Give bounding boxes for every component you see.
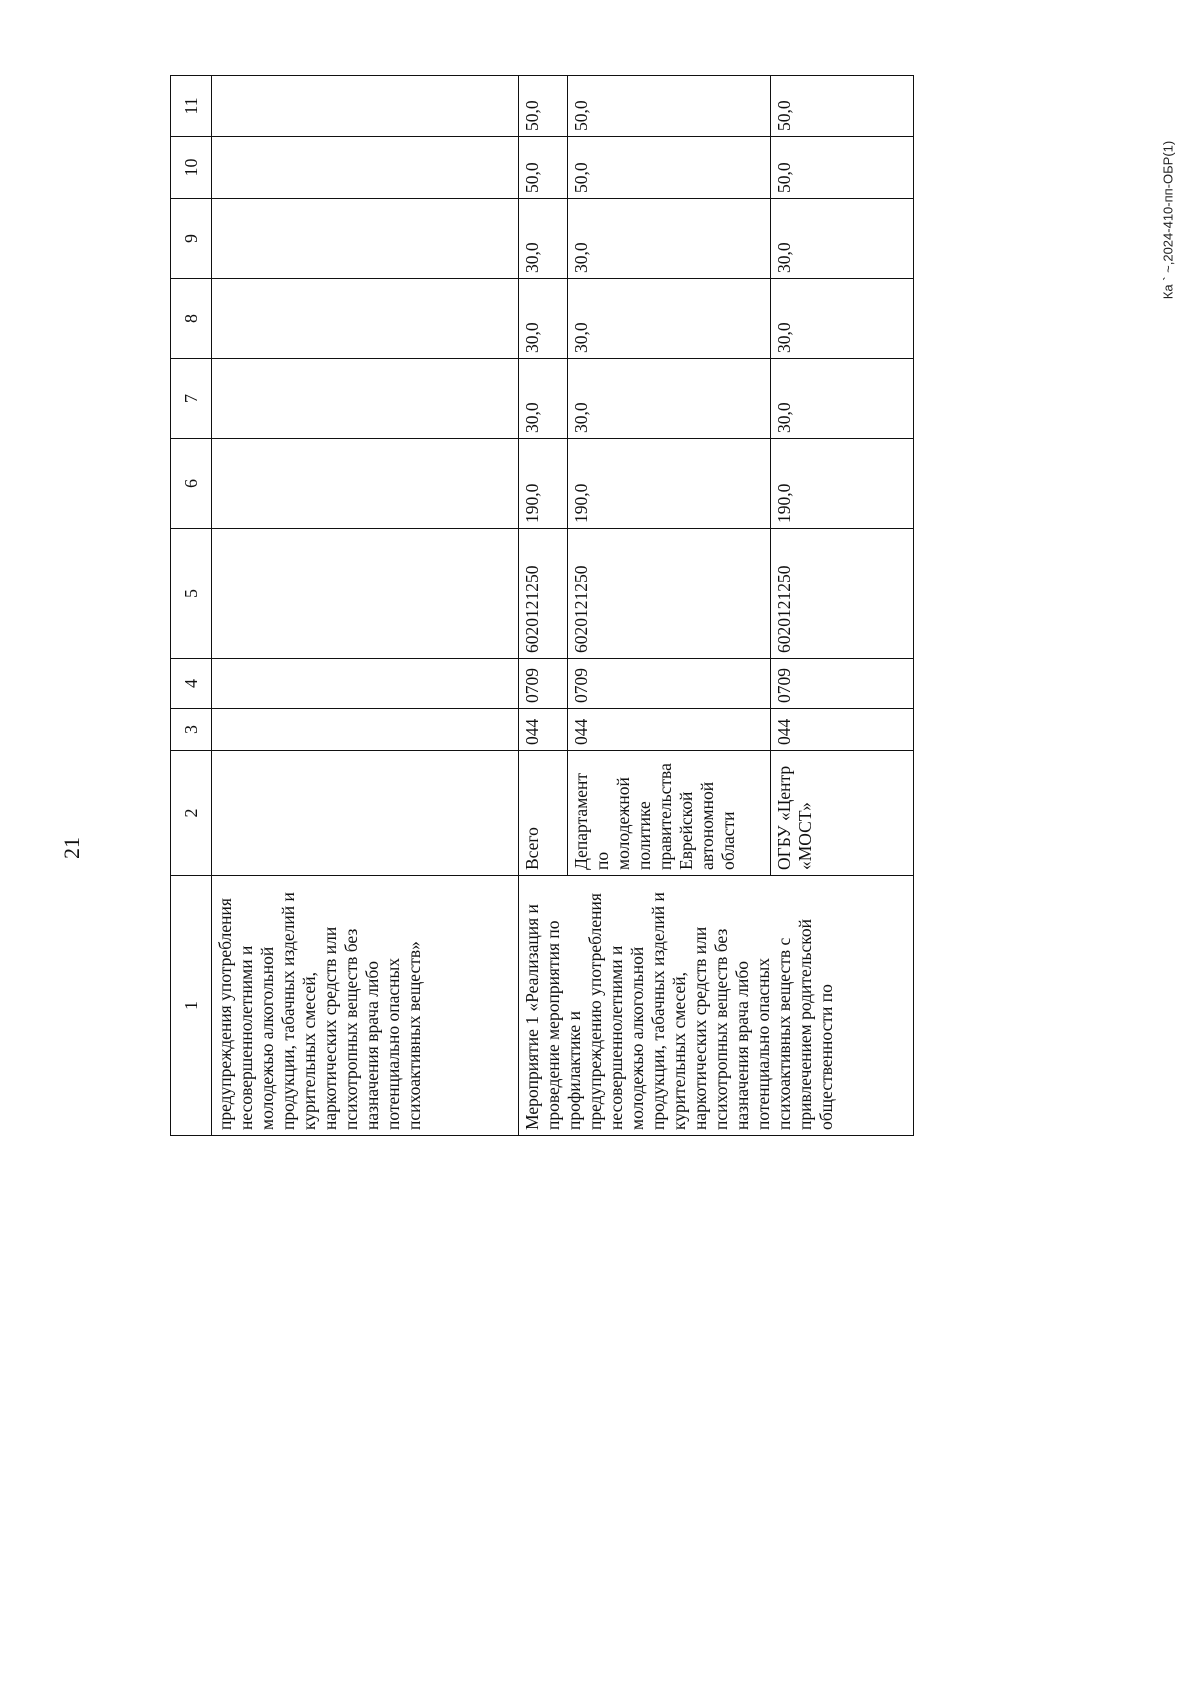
table-row — [212, 76, 519, 1136]
target-code-cell: 6020121250 — [568, 529, 771, 659]
section-code-cell: 0709 — [568, 659, 771, 709]
empty-cell — [212, 751, 519, 876]
empty-cell — [212, 529, 519, 659]
amount-cell: 190,0 — [771, 439, 914, 529]
section-code-cell: 0709 — [771, 659, 914, 709]
amount-cell: 50,0 — [771, 137, 914, 199]
column-header: 9 — [171, 199, 212, 279]
empty-cell — [212, 199, 519, 279]
amount-cell: 30,0 — [519, 199, 568, 279]
column-header: 8 — [171, 279, 212, 359]
amount-cell: 30,0 — [568, 199, 771, 279]
amount-cell: 50,0 — [568, 137, 771, 199]
empty-cell — [212, 709, 519, 751]
document-code: Ка ` ~,2024-410-пп-ОБР(1) — [1160, 140, 1176, 300]
amount-cell: 30,0 — [568, 279, 771, 359]
column-header: 11 — [171, 76, 212, 137]
amount-cell: 50,0 — [519, 76, 568, 137]
table-row — [519, 76, 568, 1136]
empty-cell — [212, 137, 519, 199]
column-header: 5 — [171, 529, 212, 659]
column-header: 7 — [171, 359, 212, 439]
amount-cell: 30,0 — [771, 279, 914, 359]
section-code-cell: 0709 — [519, 659, 568, 709]
executor-cell: ОГБУ «Центр «МОСТ» — [771, 751, 914, 876]
amount-cell: 190,0 — [519, 439, 568, 529]
target-code-cell: 6020121250 — [519, 529, 568, 659]
target-code-cell: 6020121250 — [771, 529, 914, 659]
empty-cell — [212, 439, 519, 529]
executor-cell: Департамент по молодежной политике правительства Еврейской автономной области — [568, 751, 771, 876]
column-header: 2 — [171, 751, 212, 876]
amount-cell: 50,0 — [568, 76, 771, 137]
amount-cell: 30,0 — [519, 359, 568, 439]
column-header: 3 — [171, 709, 212, 751]
amount-cell: 190,0 — [568, 439, 771, 529]
grbs-code-cell: 044 — [568, 709, 771, 751]
activity-description-cell: Мероприятие 1 «Реализация и проведение мероприятия по профилактике и предупреждению употребления несовершеннолетними и молодежью алкогольной продукции, табачных изделий и курительных смесей, наркотических средств или психотропных веществ без назначения врача либо потенциально опасных психоактивных веществ с привлечением родительской общественности по — [519, 876, 914, 1136]
column-header: 4 — [171, 659, 212, 709]
empty-cell — [212, 659, 519, 709]
amount-cell: 30,0 — [771, 199, 914, 279]
amount-cell: 50,0 — [519, 137, 568, 199]
column-header: 10 — [171, 137, 212, 199]
empty-cell — [212, 359, 519, 439]
column-header: 6 — [171, 439, 212, 529]
amount-cell: 30,0 — [568, 359, 771, 439]
page-number: 21 — [59, 837, 84, 859]
amount-cell: 30,0 — [519, 279, 568, 359]
grbs-code-cell: 044 — [771, 709, 914, 751]
column-header: 1 — [171, 876, 212, 1136]
budget-table-container — [170, 76, 914, 1136]
amount-cell: 30,0 — [771, 359, 914, 439]
amount-cell: 50,0 — [771, 76, 914, 137]
header-row — [171, 76, 212, 1136]
grbs-code-cell: 044 — [519, 709, 568, 751]
budget-table — [170, 75, 914, 1136]
empty-cell — [212, 76, 519, 137]
empty-cell — [212, 279, 519, 359]
continuation-text-cell: предупреждения употребления несовершеннолетними и молодежью алкогольной продукции, табачных изделий и курительных смесей, наркотических средств или психотропных веществ без назначения врача либо потенциально опасных психоактивных веществ» — [212, 876, 519, 1136]
executor-cell: Всего — [519, 751, 568, 876]
